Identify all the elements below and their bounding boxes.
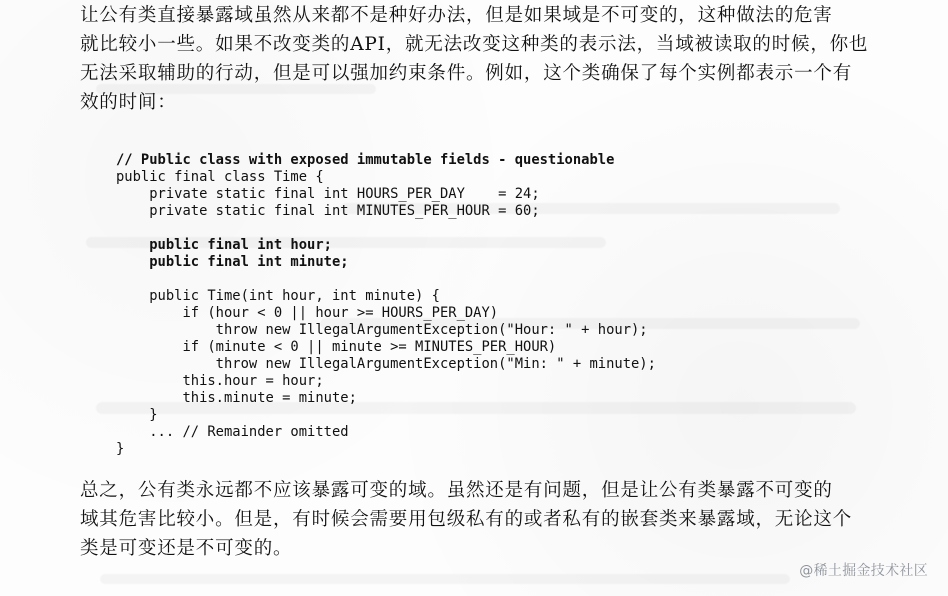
top-paragraph-line: 让公有类直接暴露域虽然从来都不是种好办法，但是如果域是不可变的，这种做法的危害 [80,5,833,26]
code-comment-line: // Public class with exposed immutable fields - questionable [116,152,615,168]
bottom-paragraph-line: 类是可变还是不可变的。 [80,538,293,559]
code-block [116,152,676,458]
bottom-paragraph-line: 域其危害比较小。但是，有时候会需要用包级私有的或者私有的嵌套类来暴露域，无论这个 [80,509,853,530]
top-paragraph-line: 就比较小一些。如果不改变类的API，就无法改变这种类的表示法，当域被读取的时候，你也 [80,34,869,55]
bleed-through-artifact [100,574,790,584]
code-line: public Time(int hour, int minute) { [116,288,440,304]
code-line: if (minute < 0 || minute >= MINUTES_PER_HOUR) [116,339,557,355]
code-line: throw new IllegalArgumentException("Min: " + minute); [116,356,656,372]
code-line: } [116,441,125,457]
bottom-paragraph-line: 总之，公有类永远都不应该暴露可变的域。虽然还是有问题，但是让公有类暴露不可变的 [80,480,833,501]
code-line: public final class Time { [116,169,324,185]
code-line: } [116,407,158,423]
code-blank-line [116,220,676,237]
code-line: ... // Remainder omitted [116,424,349,440]
code-line: public final int hour; [116,237,332,253]
top-paragraph-line: 效的时间： [80,92,177,113]
code-line: throw new IllegalArgumentException("Hour: " + hour); [116,322,648,338]
watermark-text: @稀土掘金技术社区 [799,563,928,579]
top-paragraph [80,1,916,117]
code-line: this.hour = hour; [116,373,324,389]
code-line: this.minute = minute; [116,390,357,406]
code-line: if (hour < 0 || hour >= HOURS_PER_DAY) [116,305,499,321]
code-line: private static final int MINUTES_PER_HOUR = 60; [116,203,540,219]
code-line: private static final int HOURS_PER_DAY = 24; [116,186,540,202]
code-line: public final int minute; [116,254,349,270]
bottom-paragraph [80,476,916,563]
top-paragraph-line: 无法采取辅助的行动，但是可以强加约束条件。例如，这个类确保了每个实例都表示一个有 [80,63,853,84]
site-watermark [799,560,928,580]
code-blank-line [116,271,676,288]
